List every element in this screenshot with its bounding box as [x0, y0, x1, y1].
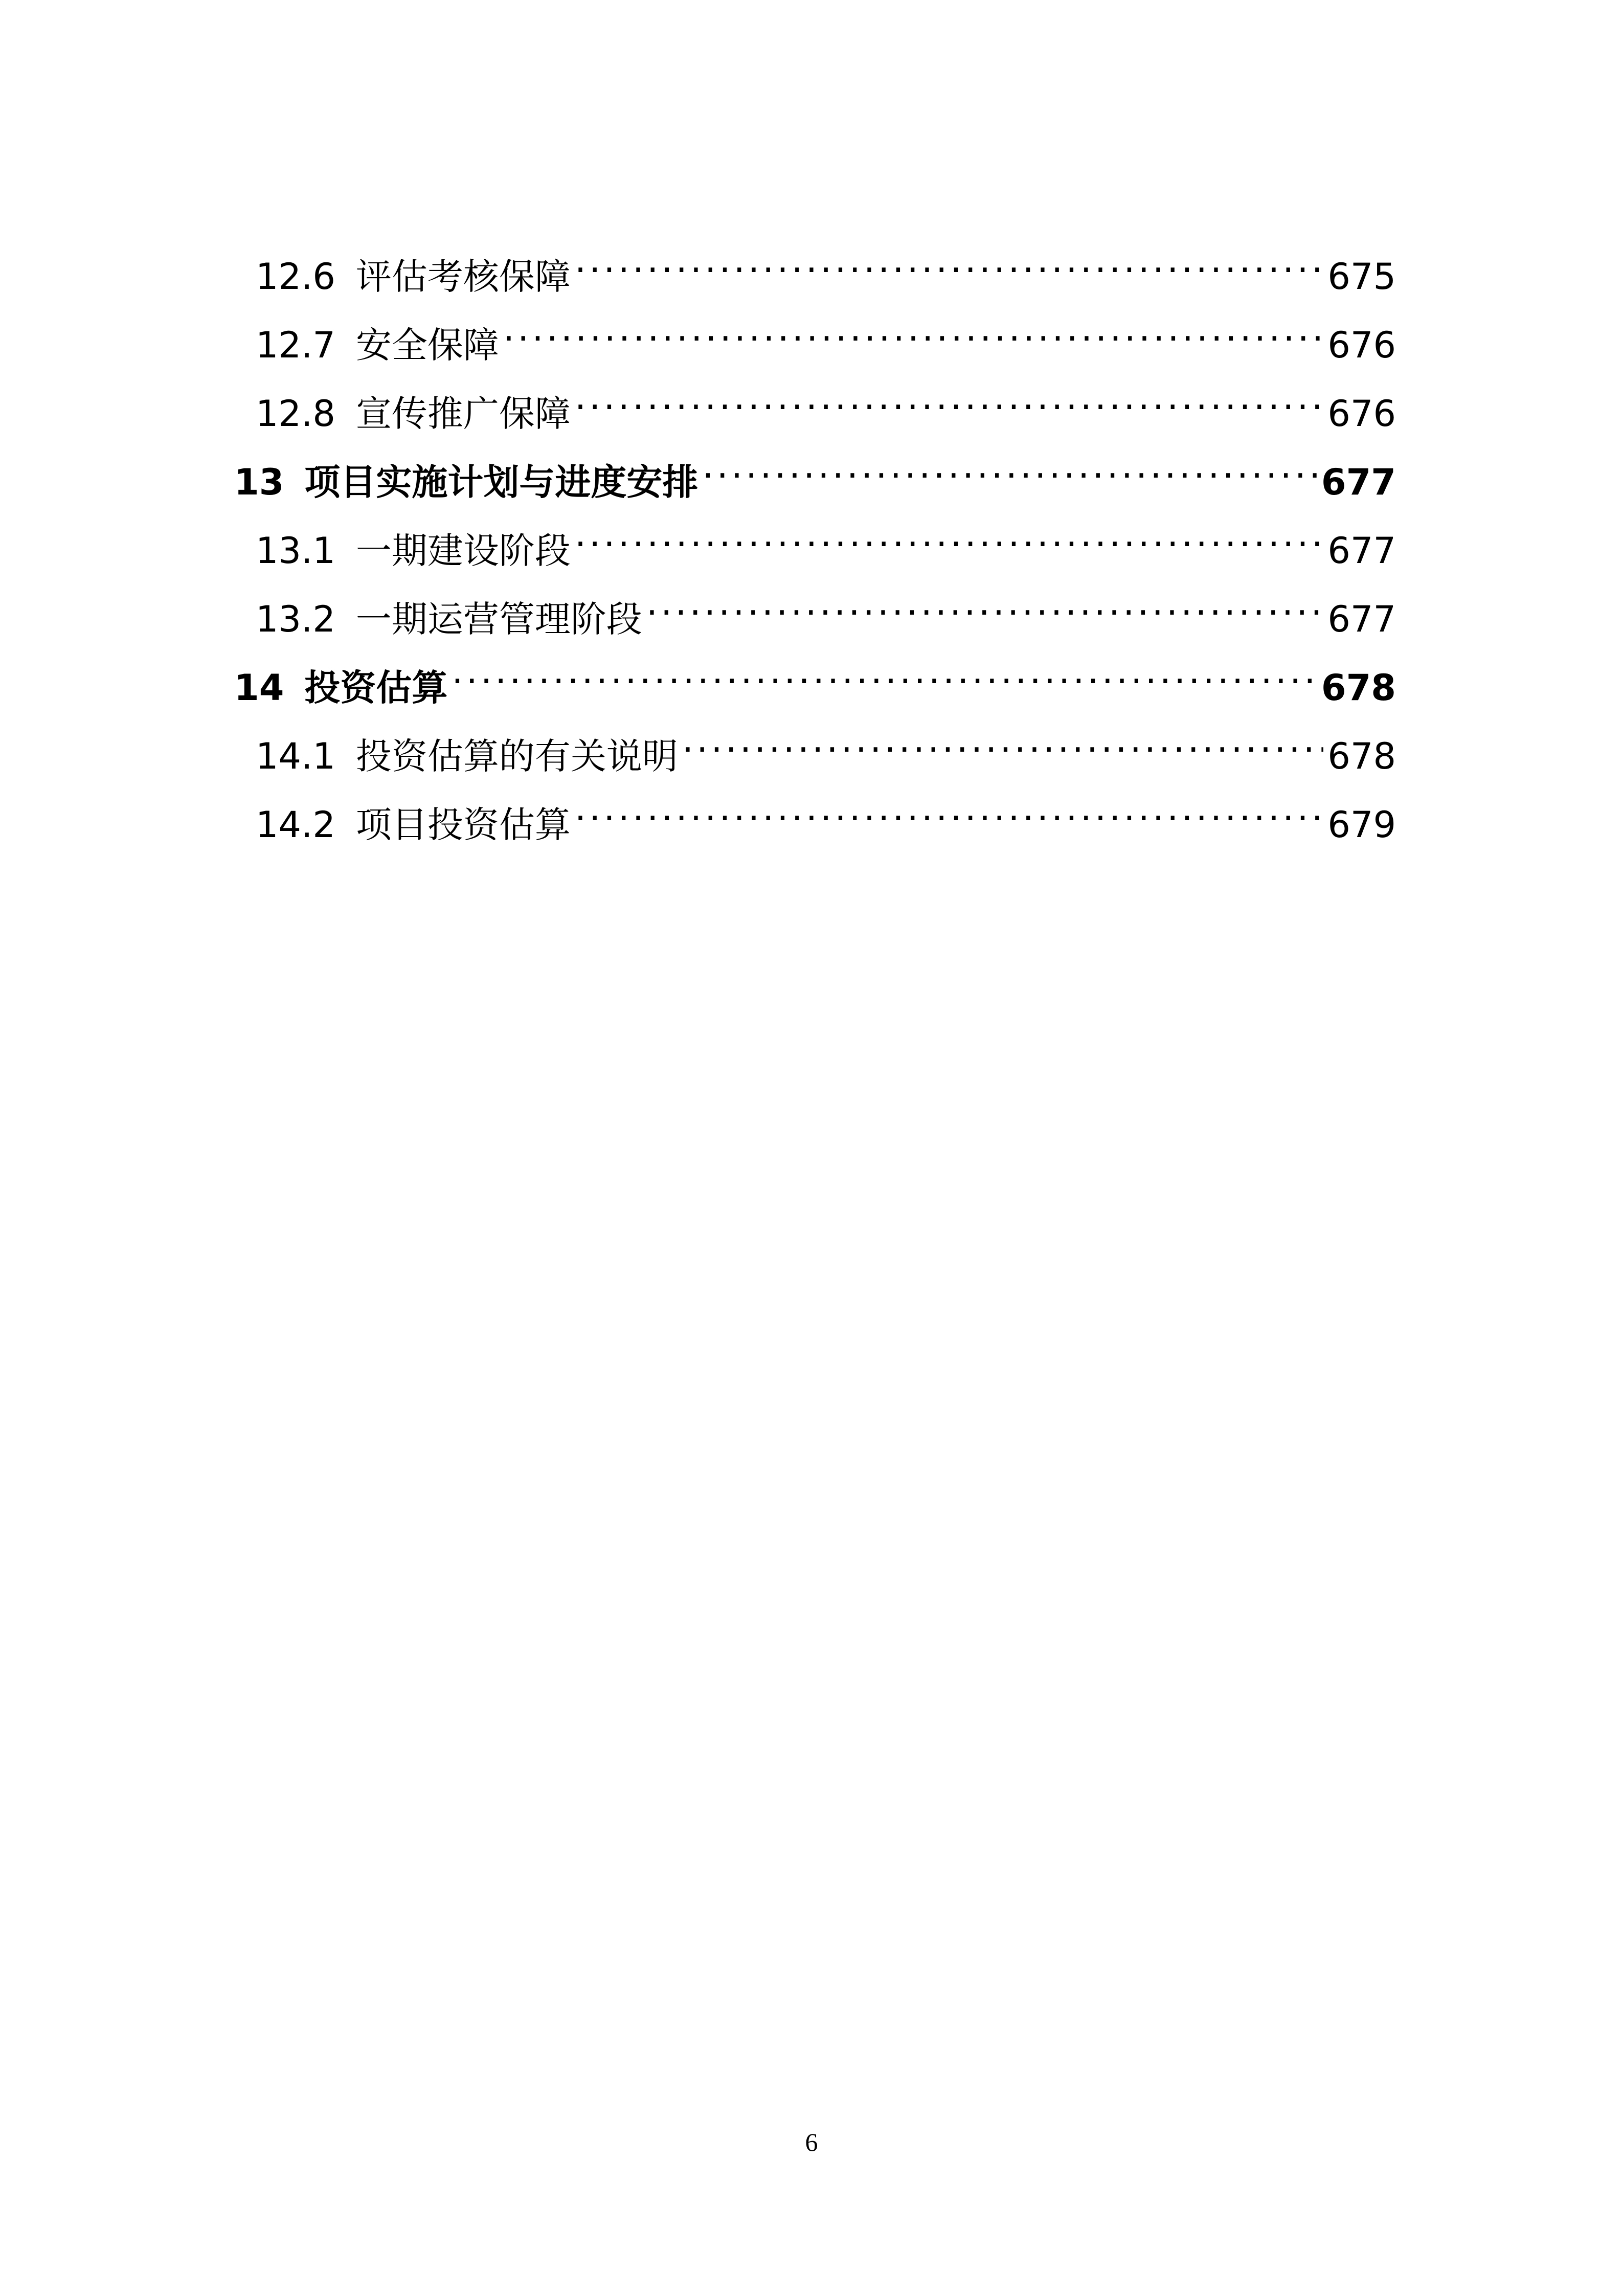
- toc-dot-leader: [702, 438, 1317, 494]
- toc-dot-leader: [682, 712, 1324, 769]
- toc-entry-number: 13.1: [256, 530, 335, 572]
- toc-entry-number: 12.8: [256, 393, 335, 435]
- toc-entry-number: 14.1: [256, 735, 335, 777]
- toc-entry-12-8[interactable]: [256, 370, 1396, 435]
- toc-entry-title: 项目实施计划与进度安排: [304, 461, 698, 503]
- toc-entry-13-1[interactable]: [256, 507, 1396, 572]
- toc-entry-page: 677: [1327, 530, 1396, 572]
- toc-entry-title: 投资估算的有关说明: [355, 735, 678, 777]
- toc-entry-number: 12.7: [256, 324, 335, 366]
- toc-entry-page: 676: [1327, 393, 1396, 435]
- toc-entry-title: 一期运营管理阶段: [355, 598, 642, 640]
- toc-dot-leader: [575, 507, 1324, 563]
- toc-entry-number: 14.2: [256, 804, 335, 846]
- toc-entry-page: 678: [1327, 735, 1396, 777]
- toc-entry-title: 评估考核保障: [355, 256, 571, 298]
- toc-entry-number: 14: [234, 667, 284, 709]
- toc-entry-number: 12.6: [256, 256, 335, 298]
- toc-entry-14[interactable]: [234, 644, 1396, 709]
- toc-dot-leader: [452, 644, 1317, 700]
- toc-entry-page: 679: [1327, 804, 1396, 846]
- toc-entry-number: 13.2: [256, 598, 335, 640]
- toc-entry-title: 项目投资估算: [355, 804, 571, 846]
- page-number: 6: [805, 2128, 818, 2156]
- toc-entry-page: 676: [1327, 324, 1396, 366]
- toc-entry-page: 675: [1327, 256, 1396, 298]
- toc-entry-page: 677: [1321, 461, 1396, 503]
- toc-entry-14-1[interactable]: [256, 712, 1396, 777]
- toc-entry-14-2[interactable]: [256, 781, 1396, 846]
- toc-entry-12-6[interactable]: [256, 233, 1396, 298]
- toc-entry-title: 宣传推广保障: [355, 393, 571, 435]
- toc-entry-number: 13: [234, 461, 284, 503]
- toc-dot-leader: [575, 781, 1324, 837]
- toc-dot-leader: [575, 233, 1324, 289]
- toc-entry-title: 安全保障: [355, 324, 499, 366]
- toc-entry-13-2[interactable]: [256, 575, 1396, 640]
- toc-entry-page: 677: [1327, 598, 1396, 640]
- toc-entry-13[interactable]: [234, 438, 1396, 503]
- toc-dot-leader: [503, 301, 1324, 357]
- toc-entry-page: 678: [1321, 667, 1396, 709]
- toc-entry-title: 一期建设阶段: [355, 530, 571, 572]
- toc-entry-title: 投资估算: [304, 667, 448, 709]
- toc-dot-leader: [575, 370, 1324, 426]
- toc-dot-leader: [646, 575, 1324, 632]
- toc-entry-12-7[interactable]: [256, 301, 1396, 366]
